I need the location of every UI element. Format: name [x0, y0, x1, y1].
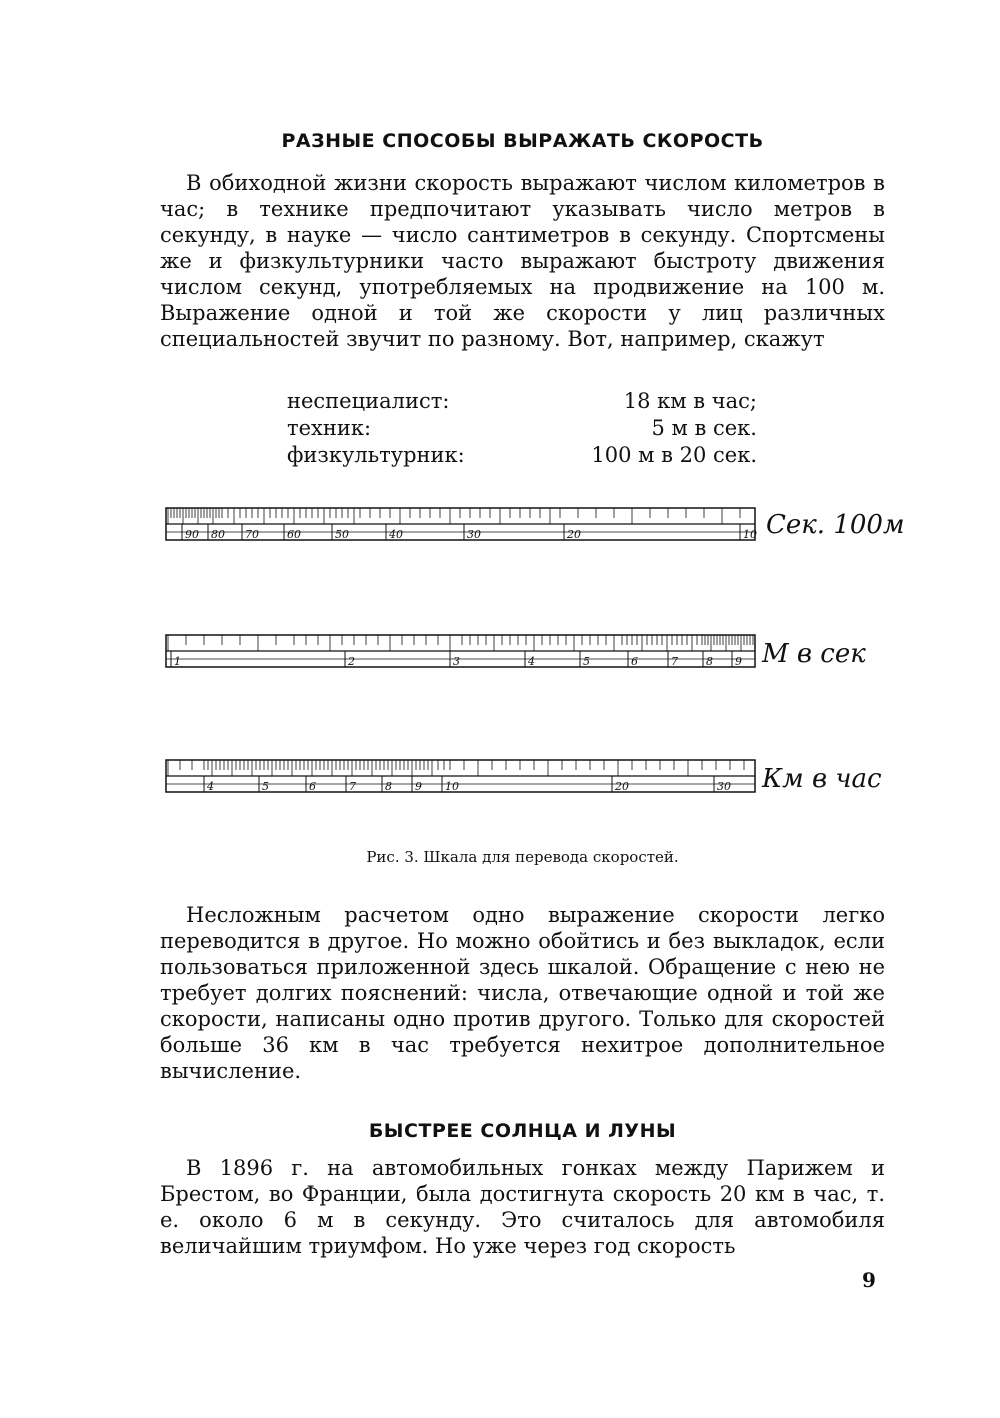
ruler-tick-label: 4 — [207, 780, 214, 793]
row-label: техник: — [287, 416, 372, 440]
ruler-tick-label: 6 — [309, 780, 316, 793]
ruler-tick-label: 8 — [706, 655, 713, 668]
page-number: 9 — [862, 1268, 876, 1292]
section-heading-speed-expressions: РАЗНЫЕ СПОСОБЫ ВЫРАЖАТЬ СКОРОСТЬ — [281, 130, 764, 152]
scale-name: М в сек — [762, 639, 866, 669]
table-row — [287, 388, 757, 415]
ruler-tick-label: 3 — [453, 655, 460, 668]
ruler-tick-label: 5 — [583, 655, 590, 668]
ruler-tick-label: 10 — [445, 780, 459, 793]
ruler-tick-label: 30 — [467, 528, 481, 541]
scale-km-per-hour — [160, 752, 900, 822]
ruler-tick-label: 6 — [631, 655, 638, 668]
scale-ruler — [160, 500, 760, 562]
ruler-tick-label: 20 — [615, 780, 629, 793]
paragraph-auto-race: В 1896 г. на автомобильных гонках между Парижем и Брестом, во Франции, была достигнута скорость 20 км в час, т. е. около 6 м в секунду. Это считалось для автомобиля величайшим триумфом. Но уже через год скорость — [160, 1156, 885, 1258]
ruler-tick-label: 8 — [385, 780, 392, 793]
ruler-tick-label: 90 — [185, 528, 199, 541]
ruler-tick-label: 7 — [349, 780, 356, 793]
ruler-tick-label: 50 — [335, 528, 349, 541]
ruler-tick-label: 80 — [211, 528, 225, 541]
ruler-tick-label: 70 — [245, 528, 259, 541]
table-row — [287, 442, 757, 469]
ruler-tick-label: 10 — [743, 528, 757, 541]
ruler-tick-label: 20 — [567, 528, 581, 541]
ruler-tick-label: 1 — [174, 655, 181, 668]
ruler-tick-label: 30 — [717, 780, 731, 793]
ruler-tick-label: 40 — [389, 528, 403, 541]
row-value: 5 м в сек. — [651, 416, 757, 440]
ruler-tick-label: 5 — [262, 780, 269, 793]
speed-examples-table — [287, 388, 757, 469]
figure-caption: Рис. 3. Шкала для перевода скоростей. — [366, 848, 679, 866]
row-label: физкультурник: — [287, 443, 465, 467]
row-label: неспециалист: — [287, 389, 450, 413]
row-value: 18 км в час; — [623, 389, 757, 413]
ruler-tick-label: 2 — [348, 655, 355, 668]
scale-meters-per-second — [160, 627, 900, 697]
ruler-tick-label: 60 — [287, 528, 301, 541]
ruler-tick-label: 7 — [671, 655, 678, 668]
row-value: 100 м в 20 сек. — [591, 443, 757, 467]
ruler-tick-label: 9 — [735, 655, 742, 668]
ruler-tick-label: 4 — [528, 655, 535, 668]
scale-seconds-per-100m — [160, 500, 905, 570]
ruler-tick-label: 9 — [415, 780, 422, 793]
section-heading-faster-than-sun: БЫСТРЕЕ СОЛНЦА И ЛУНЫ — [368, 1120, 677, 1142]
scale-name: Км в час — [762, 764, 882, 794]
scale-ruler — [160, 752, 760, 814]
scale-ruler — [160, 627, 760, 689]
scale-name: Сек. 100м — [766, 510, 905, 540]
table-row — [287, 415, 757, 442]
paragraph-intro: В обиходной жизни скорость выражают числом километров в час; в технике предпочитают указывать число метров в секунду, в науке — число сантиметров в секунду. Спортсмены же и физкультурники часто выражают быстроту движения числом секунд, употребляемых на продвижение на 100 м. Выражение одной и той же скорости у лиц различных специальностей звучит по разному. Вот, например, скажут — [160, 171, 885, 351]
paragraph-conversion: Несложным расчетом одно выражение скорости легко переводится в другое. Но можно обойтись и без выкладок, если пользоваться приложенной здесь шкалой. Обращение с нею не требует долгих пояснений: числа, отвечающие одной и той же скорости, написаны одно против другого. Только для скоростей больше 36 км в час требуется нехитрое дополнительное вычисление. — [160, 903, 885, 1083]
